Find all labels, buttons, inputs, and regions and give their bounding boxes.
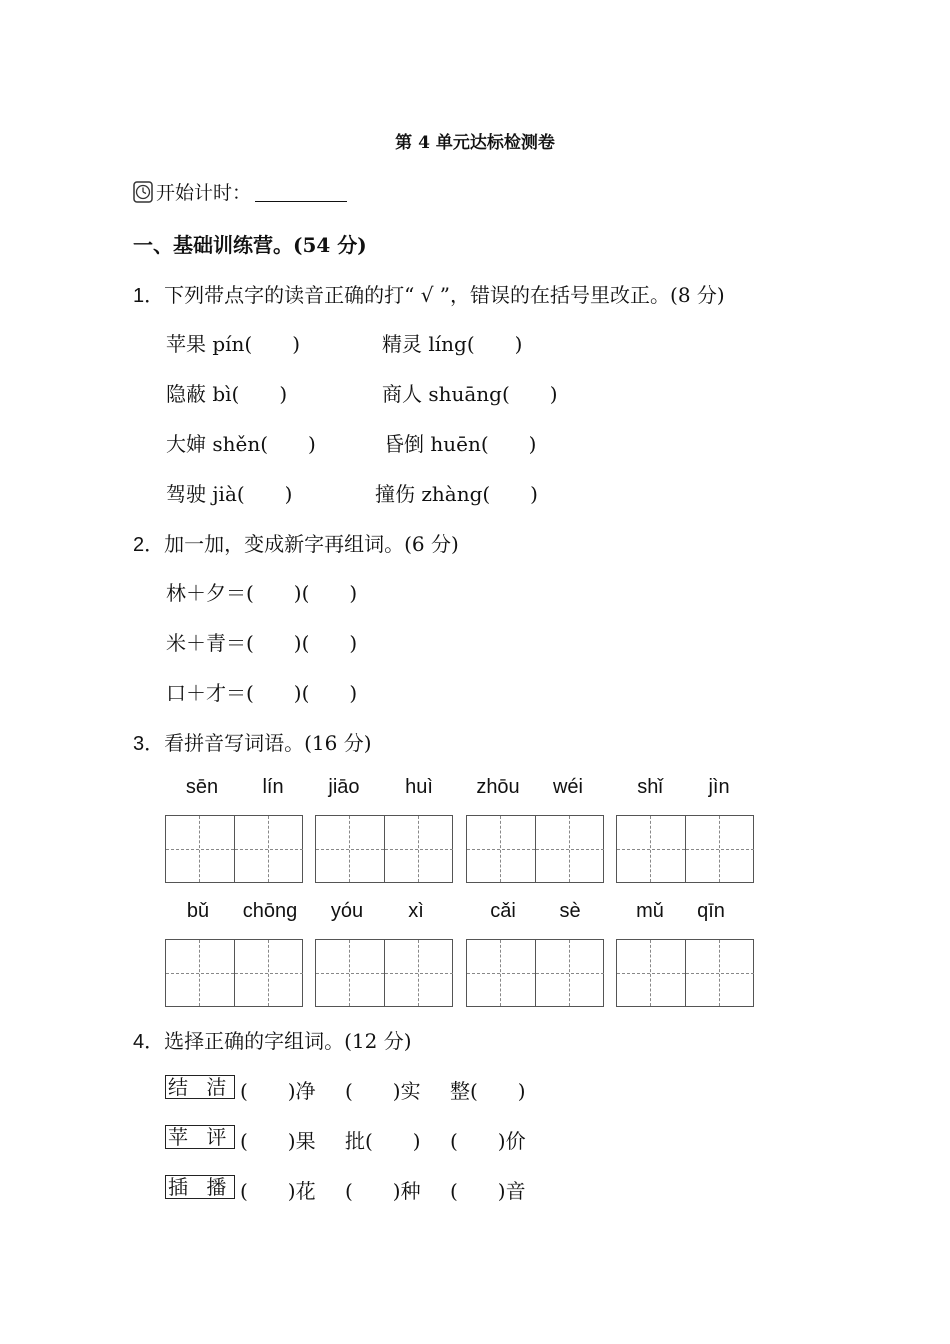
char-choice-box: 插 播 [165,1175,235,1199]
pinyin-label: wéi [552,776,583,798]
pinyin-label: yóu [330,900,364,922]
writing-grid[interactable] [616,815,754,883]
q1-item[interactable]: 隐蔽 bì( ) [166,382,288,406]
question-4 [133,1025,412,1054]
char-choice-box: 苹 评 [165,1125,235,1149]
writing-grid[interactable] [315,815,453,883]
pinyin-label: xì [408,900,424,922]
question-text: 看拼音写词语。(16 分) [164,731,372,755]
pinyin-label: chōng [242,900,298,922]
timer-label: 开始计时： [156,182,252,204]
pinyin-label: sēn [185,776,219,798]
question-text: 选择正确的字组词。(12 分) [164,1029,412,1053]
pinyin-label: lín [262,776,284,798]
clock-icon [133,181,153,203]
question-2 [133,528,459,557]
question-number: 4． [133,1031,165,1053]
q2-item[interactable]: 口＋才＝( )( ) [166,681,358,705]
pinyin-label: jiāo [328,776,360,798]
q4-blank[interactable]: ( )果 [240,1129,316,1153]
q4-blank[interactable]: ( )花 [240,1179,316,1203]
pinyin-label: qīn [697,900,725,922]
q4-blank[interactable]: ( )实 [345,1079,421,1103]
question-number: 3． [133,733,165,755]
q1-item[interactable]: 精灵 líng( ) [382,332,523,356]
writing-grid[interactable] [466,815,604,883]
pinyin-label: huì [405,776,433,798]
char-choice-box: 结 洁 [165,1075,235,1099]
q1-item[interactable]: 昏倒 huēn( ) [384,432,537,456]
question-text: 加一加，变成新字再组词。(6 分) [164,532,459,556]
pinyin-label: sè [559,900,581,922]
pinyin-label: jìn [708,776,730,798]
q2-item[interactable]: 林＋夕＝( )( ) [166,581,358,605]
q4-blank[interactable]: ( )音 [450,1179,526,1203]
pinyin-label: shǐ [637,776,663,798]
question-1 [133,279,725,308]
section-heading: 一、基础训练营。(54 分) [133,233,367,257]
page-title: 第 4 单元达标检测卷 [395,133,555,153]
pinyin-label: bǔ [186,900,210,922]
writing-grid[interactable] [165,939,303,1007]
writing-grid[interactable] [315,939,453,1007]
writing-grid[interactable] [165,815,303,883]
q4-blank[interactable]: ( )价 [450,1129,526,1153]
question-number: 2． [133,534,165,556]
q1-item[interactable]: 撞伤 zhàng( ) [375,482,538,506]
question-3 [133,727,372,756]
question-text: 下列带点字的读音正确的打“ √ ”，错误的在括号里改正。(8 分) [164,283,725,307]
q4-blank[interactable]: 批( ) [345,1129,421,1153]
q4-blank[interactable]: ( )净 [240,1079,316,1103]
timer-blank[interactable] [255,181,347,202]
q1-item[interactable]: 苹果 pín( ) [166,332,301,356]
writing-grid[interactable] [466,939,604,1007]
q4-blank[interactable]: 整( ) [450,1079,526,1103]
q4-blank[interactable]: ( )种 [345,1179,421,1203]
question-number: 1． [133,285,165,307]
pinyin-label: cǎi [490,900,516,922]
pinyin-label: zhōu [476,776,520,798]
timer-row [133,178,347,205]
q2-item[interactable]: 米＋青＝( )( ) [166,631,358,655]
writing-grid[interactable] [616,939,754,1007]
q1-item[interactable]: 驾驶 jià( ) [166,482,293,506]
q1-item[interactable]: 大婶 shěn( ) [166,432,316,456]
pinyin-label: mǔ [636,900,664,922]
q1-item[interactable]: 商人 shuāng( ) [382,382,558,406]
